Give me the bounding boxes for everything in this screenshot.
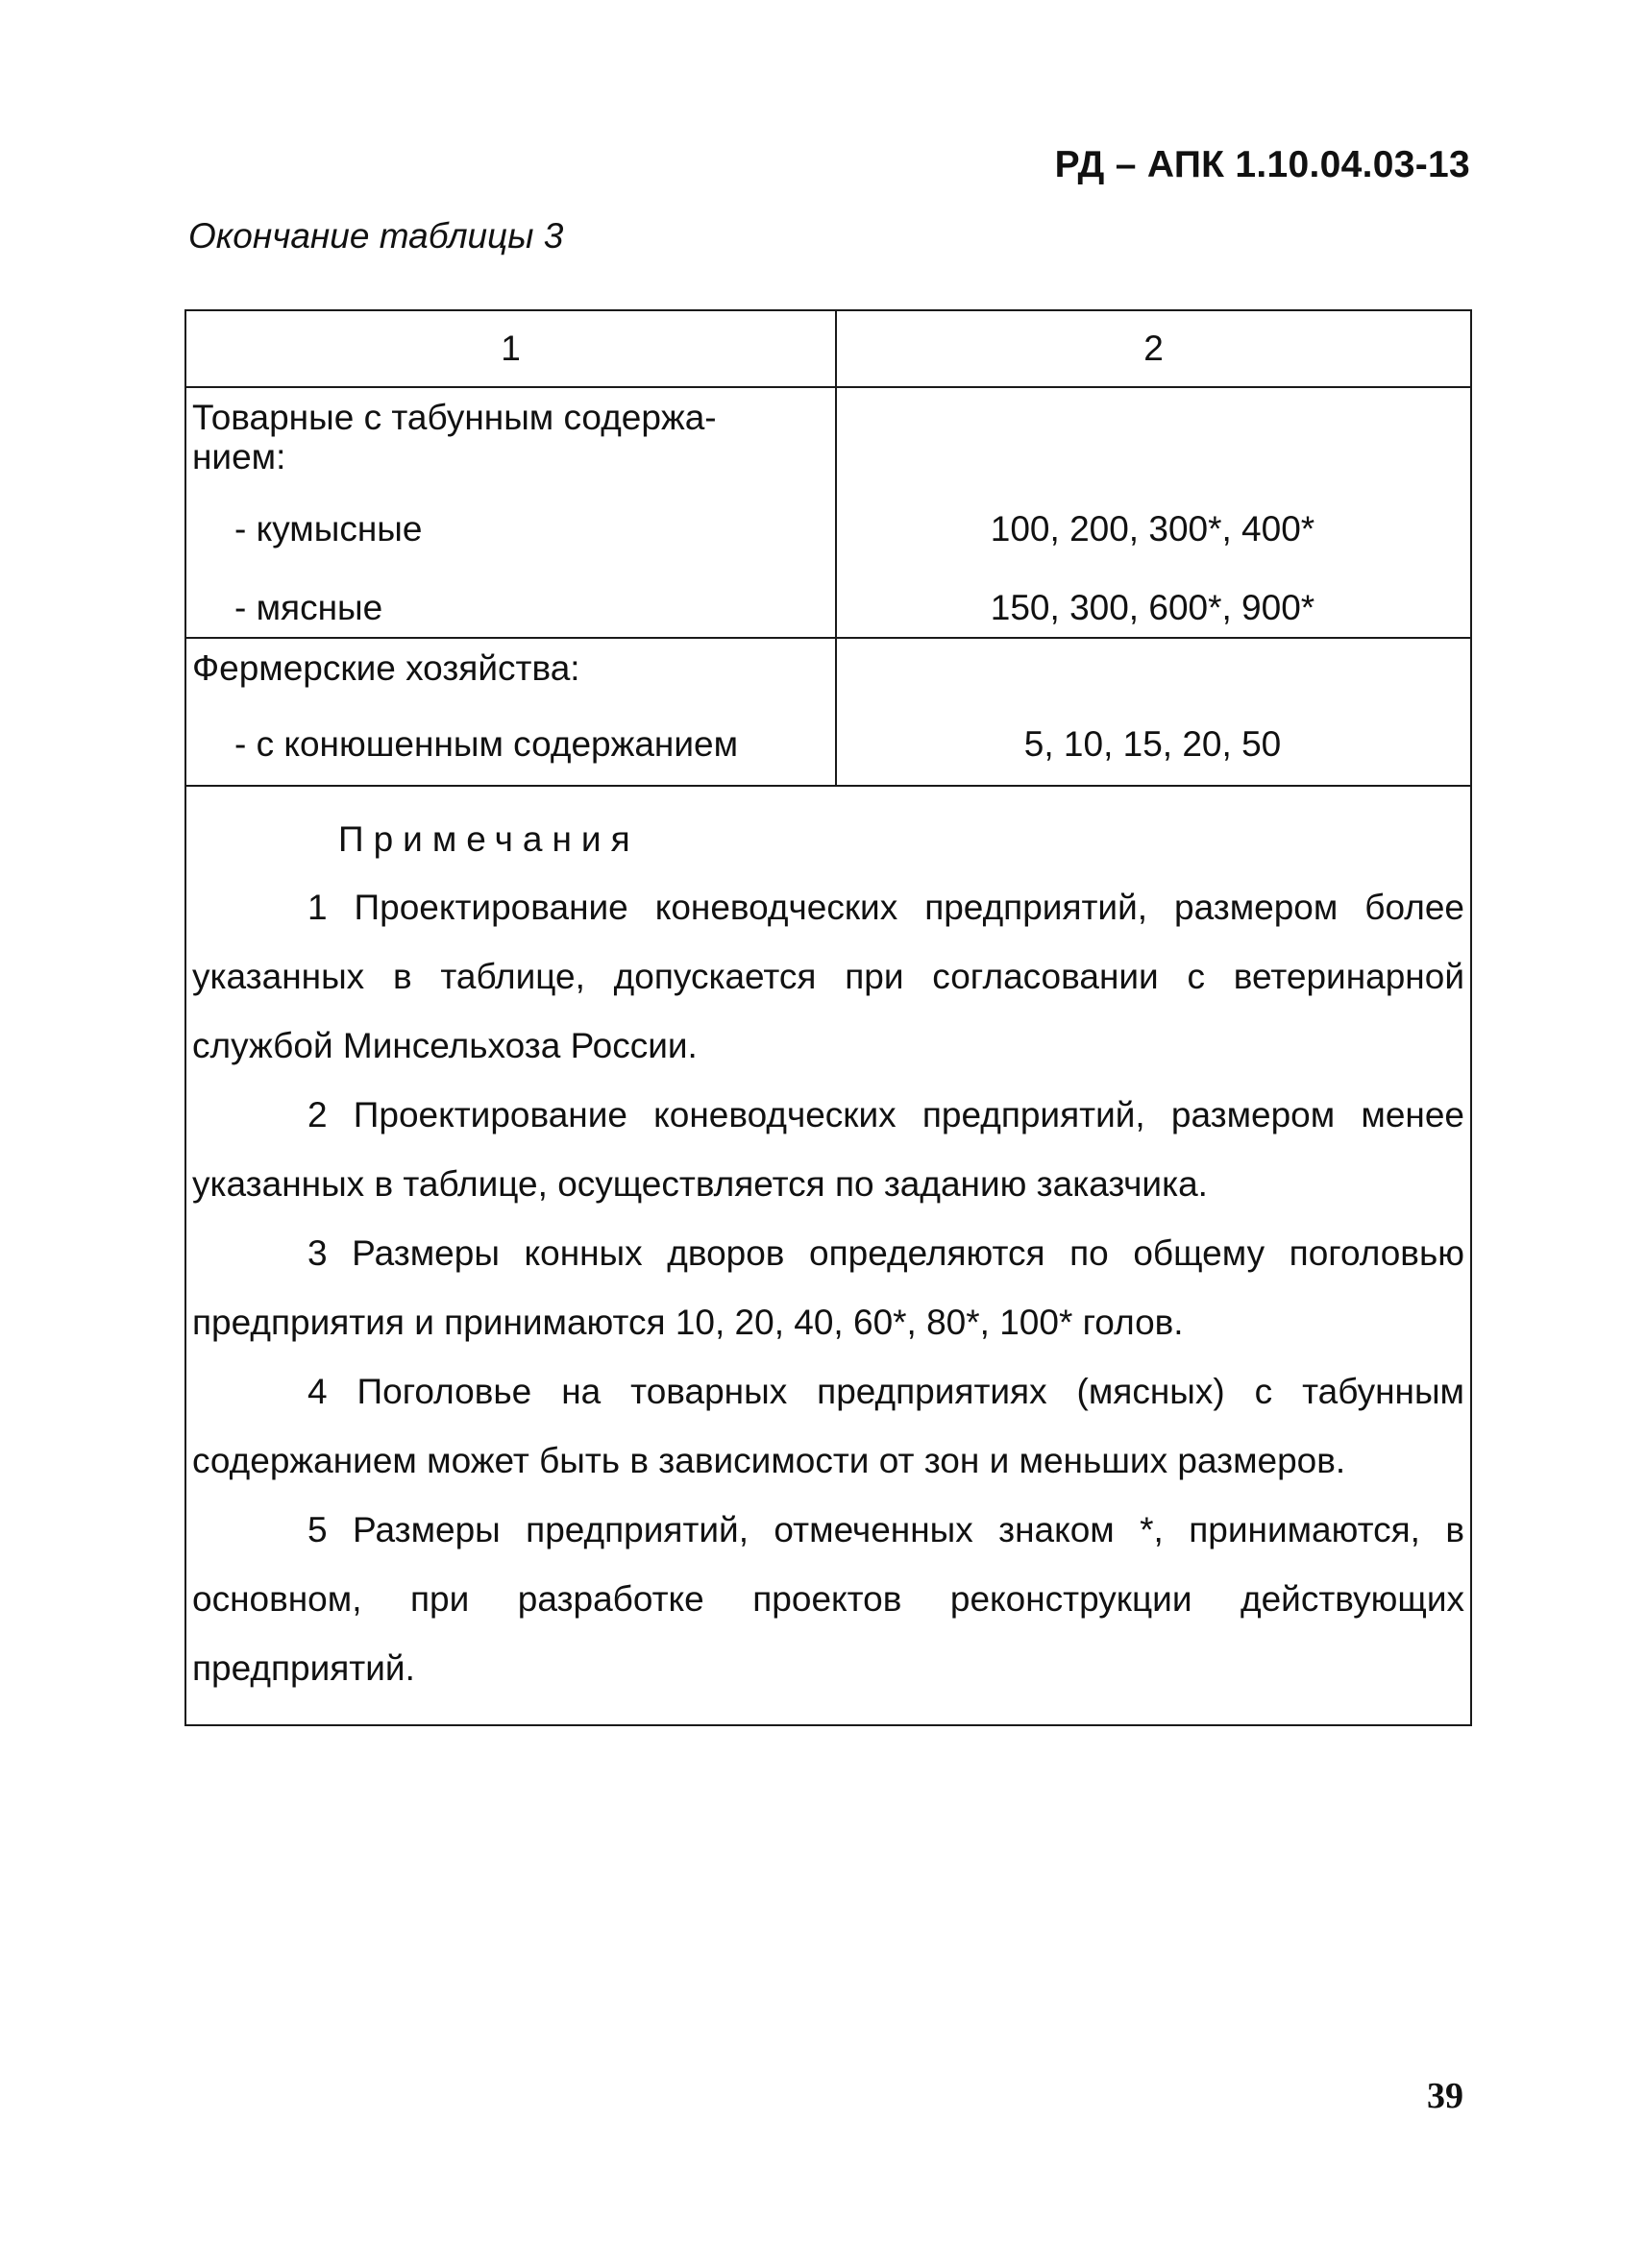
notes-row — [185, 786, 1471, 1725]
notes-cell — [185, 786, 1471, 1725]
row-label-cell — [185, 387, 836, 638]
row-item-label: - мясные — [234, 588, 383, 627]
document-code: РД – АПК 1.10.04.03-13 — [1054, 144, 1470, 185]
row-label-cell — [185, 638, 836, 786]
note-item: 3 Размеры конных дворов определяются по общему поголовью предприятия и принимаются 10, 20, 40, 60*, 80*, 100* голов. — [192, 1233, 1464, 1342]
row-title-line: нием: — [192, 437, 286, 476]
column-header-1: 1 — [185, 310, 836, 387]
row-title-line: Фермерские хозяйства: — [192, 648, 580, 688]
page-number: 39 — [1427, 2076, 1463, 2116]
row-item-value: 150, 300, 600*, 900* — [990, 588, 1315, 627]
row-item-label: - с конюшенным содержанием — [234, 724, 739, 764]
data-table — [184, 309, 1472, 1726]
row-item-value: 5, 10, 15, 20, 50 — [1023, 724, 1282, 764]
column-header-2: 2 — [836, 310, 1471, 387]
row-value-cell — [836, 387, 1471, 638]
table-caption: Окончание таблицы 3 — [188, 216, 564, 256]
table-row — [185, 387, 1471, 638]
notes-title: Примечания — [338, 819, 640, 859]
row-item-value: 100, 200, 300*, 400* — [990, 509, 1315, 549]
table-header-row — [185, 310, 1471, 387]
note-item: 5 Размеры предприятий, отмеченных знаком *, принимаются, в основном, при разработке проектов реконструкции действующих предприятий. — [192, 1510, 1464, 1688]
table-row — [185, 638, 1471, 786]
row-title-line: Товарные с табунным содержа- — [192, 398, 717, 437]
row-item-label: - кумысные — [234, 509, 423, 549]
note-item: 4 Поголовье на товарных предприятиях (мясных) с табунным содержанием может быть в зависимости от зон и меньших размеров. — [192, 1372, 1464, 1480]
note-item: 2 Проектирование коневодческих предприятий, размером менее указанных в таблице, осуществляется по заданию заказчика. — [192, 1095, 1464, 1204]
row-value-cell — [836, 638, 1471, 786]
note-item: 1 Проектирование коневодческих предприятий, размером более указанных в таблице, допускается при согласовании с ветеринарной службой Минсельхоза России. — [192, 888, 1464, 1065]
